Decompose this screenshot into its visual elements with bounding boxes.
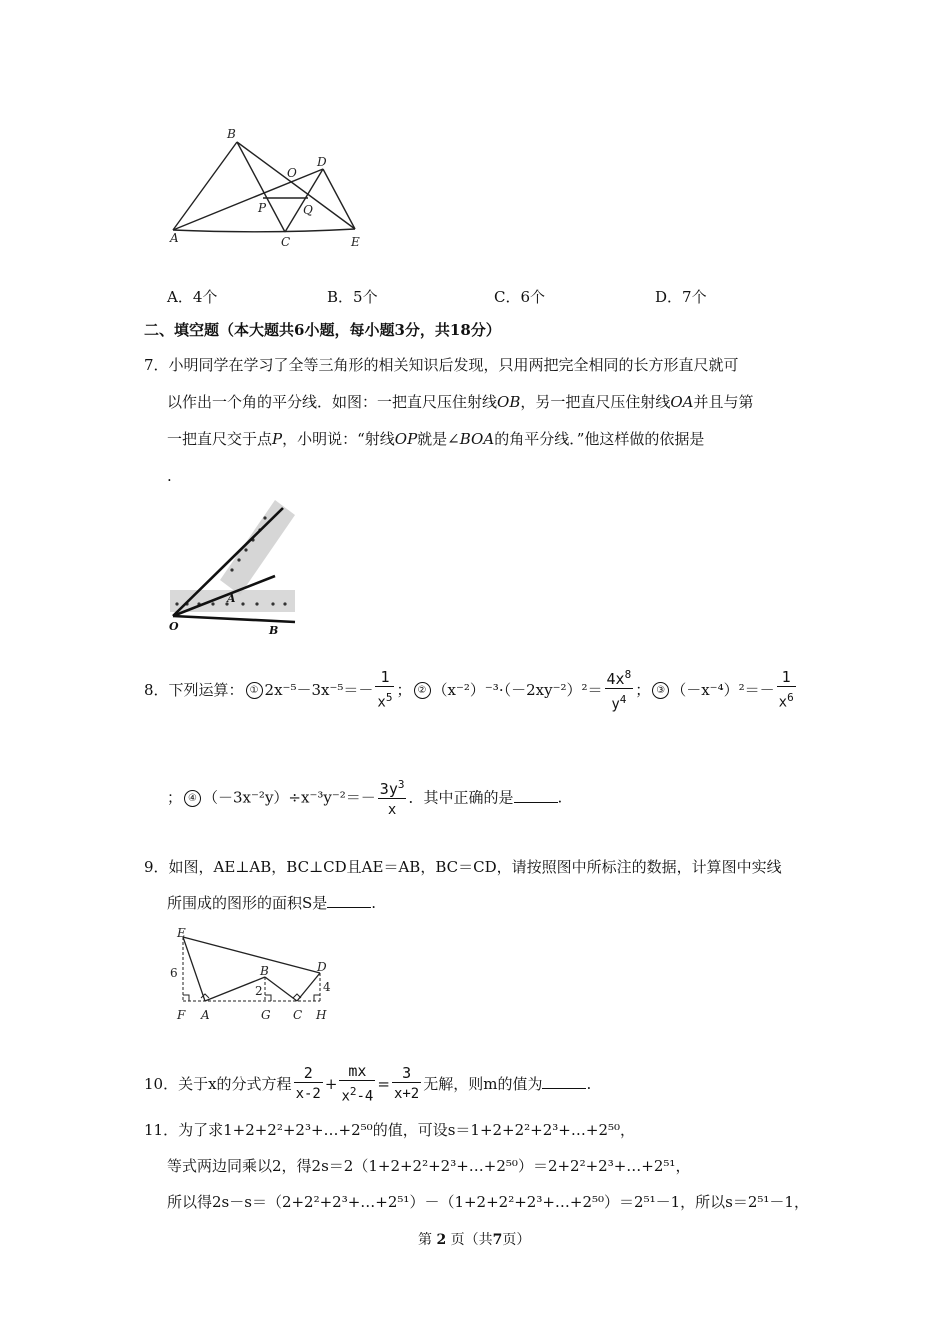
label-b: B (269, 624, 279, 637)
frac-den: x-2 (294, 1082, 323, 1105)
q7-var: OP (394, 430, 418, 448)
label-d: D (317, 155, 327, 169)
q7-line4: . (167, 467, 172, 485)
q7-text: 并且与第 (693, 393, 754, 411)
label-a: A (201, 1008, 210, 1022)
q10-frac3 (392, 1064, 421, 1105)
q8-text: . (557, 788, 563, 807)
label-2: 2 (255, 984, 263, 998)
q8-frac1 (375, 668, 394, 714)
q8-text: 8．下列运算： (144, 680, 244, 699)
answer-blank[interactable] (542, 1074, 586, 1089)
q8-sep: ； (167, 788, 183, 807)
q8-text: ．其中正确的是 (408, 788, 514, 807)
footer-text: 页） (502, 1232, 531, 1248)
q10-op: = (377, 1074, 390, 1093)
label-o: O (169, 620, 179, 633)
label-a: A (170, 231, 179, 245)
q7-text: 一把直尺交于点 (167, 430, 273, 448)
label-c: C (281, 235, 291, 249)
q11-line1: 11．为了求1+2+2²+2³+…+2⁵⁰的值，可设s＝1+2+2²+2³+…+2⁵⁰， (144, 1121, 636, 1139)
footer-text: 第 (418, 1232, 432, 1248)
choice-b: B．5个 (327, 288, 378, 306)
q11-line2: 等式两边同乘以2，得2s＝2（1+2+2²+2³+…+2⁵⁰）＝2+2²+2³+…+2⁵¹， (167, 1157, 691, 1175)
frac-num: 1 (380, 668, 390, 686)
frac-den: $x^2-4$ (339, 1080, 375, 1108)
q8-expr: （－3x⁻²y）÷x⁻³y⁻²＝－ (203, 788, 376, 807)
q8-expr: （x⁻²）⁻³·（－2xy⁻²）²＝ (432, 680, 603, 699)
q7-line2 (167, 392, 754, 412)
q7-text: 的角平分线．”他这样做的依据是 (494, 430, 705, 448)
frac-num: 3 (402, 1064, 412, 1083)
label-b: B (227, 127, 236, 141)
q8-marker: ① (246, 682, 263, 699)
label-4: 4 (323, 980, 331, 994)
q8-expr: 2x⁻⁵－3x⁻⁵＝－ (264, 680, 374, 699)
label-a: A (227, 592, 236, 605)
ruler-figure (165, 500, 300, 640)
q8-line2 (167, 776, 562, 821)
area-figure (165, 925, 345, 1030)
q8-frac2 (605, 666, 634, 716)
q7-line1: 7．小明同学在学习了全等三角形的相关知识后发现，只用两把完全相同的长方形直尺就可 (144, 356, 739, 374)
frac-num: 2 (303, 1064, 313, 1083)
label-p: P (258, 201, 267, 215)
q10-frac1 (294, 1064, 323, 1105)
triangle-figure (165, 122, 380, 257)
label-e: E (177, 926, 186, 940)
label-c: C (293, 1008, 303, 1022)
q10-text: 10．关于x的分式方程 (144, 1074, 292, 1093)
q7-text: ，另一把直尺压住射线 (520, 393, 671, 411)
q7-text: 以作出一个角的平分线．如图：一把直尺压住射线 (167, 393, 498, 411)
q7-text: ，小明说：“射线 (282, 430, 395, 448)
label-e: E (351, 235, 360, 249)
label-g: G (261, 1008, 271, 1022)
q8-frac3 (777, 668, 796, 714)
q8-line1 (144, 666, 798, 716)
choice-c: C．6个 (494, 288, 546, 306)
q7-text: 就是∠ (417, 430, 460, 448)
q10-text: . (586, 1074, 592, 1093)
frac-den: $x^6$ (777, 686, 796, 714)
footer-text: 页（共 (450, 1232, 493, 1248)
choice-a: A．4个 (167, 288, 218, 306)
q8-sep: ； (635, 680, 651, 699)
frac-den: x+2 (392, 1082, 421, 1105)
q8-marker: ③ (652, 682, 669, 699)
page-number: 2 (436, 1232, 447, 1248)
frac-den: $y^4$ (605, 688, 634, 716)
q9-text: 所围成的图形的面积S是 (167, 894, 328, 912)
frac-den: $x^5$ (375, 686, 394, 714)
label-h: H (316, 1008, 327, 1022)
page-total: 7 (492, 1232, 503, 1248)
q7-var: P (272, 430, 283, 448)
q10-line (144, 1062, 591, 1108)
q10-text: 无解，则m的值为 (423, 1074, 543, 1093)
q7-var: OA (670, 393, 694, 411)
page-footer (418, 1230, 530, 1250)
q11-line3: 所以得2s－s＝（2+2²+2³+…+2⁵¹）－（1+2+2²+2³+…+2⁵⁰）＝2⁵¹－1，所以s＝2⁵¹－1， (167, 1193, 809, 1211)
label-o: O (287, 166, 297, 180)
answer-blank[interactable] (327, 893, 371, 908)
choice-d: D．7个 (655, 288, 707, 306)
label-6: 6 (170, 966, 178, 980)
q8-marker: ④ (184, 790, 201, 807)
label-b: B (260, 964, 269, 978)
q9-line1: 9．如图，AE⊥AB，BC⊥CD且AE＝AB，BC＝CD，请按照图中所标注的数据，计算图中实线 (144, 858, 782, 876)
frac-num: $4x^8$ (606, 668, 632, 688)
q8-frac4 (378, 776, 407, 821)
q7-var: BOA (459, 430, 495, 448)
frac-num: 1 (781, 668, 791, 686)
q10-op: + (324, 1074, 338, 1093)
q8-marker: ② (414, 682, 431, 699)
answer-blank[interactable] (514, 788, 558, 803)
q10-frac2 (339, 1062, 375, 1108)
frac-num: $3y^3$ (379, 778, 405, 798)
label-f: F (177, 1008, 186, 1022)
frac-den: x (378, 798, 407, 821)
section-title: 二、填空题（本大题共6小题，每小题3分，共18分） (144, 321, 501, 339)
q9-text: . (371, 894, 377, 912)
q7-var: OB (497, 393, 521, 411)
q9-line2 (167, 893, 376, 913)
label-d: D (317, 960, 327, 974)
frac-num: mx (348, 1062, 367, 1080)
q7-line3 (167, 429, 704, 449)
label-q: Q (303, 203, 313, 217)
q8-expr: （－x⁻⁴）²＝－ (671, 680, 775, 699)
q8-sep: ； (396, 680, 412, 699)
